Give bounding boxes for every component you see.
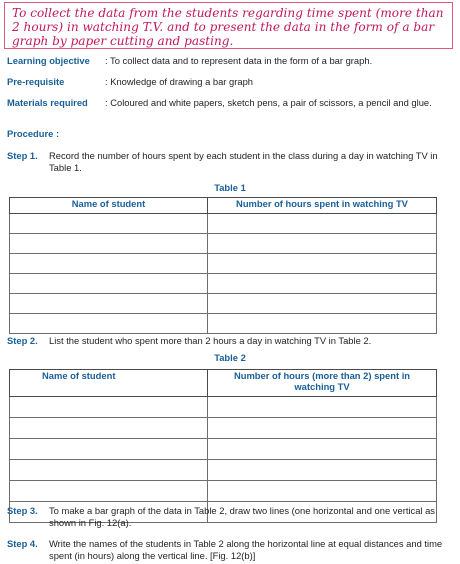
table-row	[10, 460, 437, 481]
step-text: Record the number of hours spent by each student in the class during a day in watching TV in Table 1.	[49, 150, 438, 173]
step-text: Write the names of the students in Table 2 along the horizontal line at equal distances and time spent (in hours) along the vertical line. [Fig. 12(b)]	[49, 538, 443, 561]
table-2-title: Table 2	[214, 352, 246, 363]
meta-key: Materials required	[7, 97, 88, 108]
table-row	[10, 214, 437, 234]
step-label: Step 3.	[7, 505, 38, 516]
table-row	[10, 314, 437, 334]
table-row	[10, 397, 437, 418]
step-text: To make a bar graph of the data in Table 2, draw two lines (one horizontal and one vertical as shown in Fig. 12(a).	[49, 505, 435, 528]
procedure-heading: Procedure :	[7, 128, 60, 139]
table-1-col-hours-header: Number of hours spent in watching TV	[208, 198, 437, 214]
meta-value: : Coloured and white papers, sketch pens, a pair of scissors, a pencil and glue.	[105, 97, 432, 108]
step-label: Step 1.	[7, 150, 38, 161]
meta-value: : To collect data and to represent data in the form of a bar graph.	[105, 55, 373, 66]
table-2-col-name-header: Name of student	[10, 370, 208, 397]
step-label: Step 4.	[7, 538, 38, 549]
meta-key: Pre-requisite	[7, 76, 65, 87]
step-label: Step 2.	[7, 335, 38, 346]
table-row	[10, 274, 437, 294]
table-row	[10, 418, 437, 439]
aim-text: To collect the data from the students regarding time spent (more than 2 hours) in watching T.V. and to present the data in the form of a bar graph by paper cutting and pasting.	[12, 6, 444, 48]
table-1-title: Table 1	[214, 182, 246, 193]
table-2-col-hours-header: Number of hours (more than 2) spent in watching TV	[208, 370, 437, 397]
table-row	[10, 254, 437, 274]
table-1-col-name-header: Name of student	[10, 198, 208, 214]
table-row	[10, 481, 437, 502]
meta-key: Learning objective	[7, 55, 90, 66]
table-1	[9, 197, 437, 334]
table-2	[9, 369, 437, 523]
table-row	[10, 439, 437, 460]
table-row	[10, 294, 437, 314]
table-row	[10, 234, 437, 254]
step-text: List the student who spent more than 2 hours a day in watching TV in Table 2.	[49, 335, 372, 346]
meta-value: : Knowledge of drawing a bar graph	[105, 76, 254, 87]
aim-box	[4, 2, 453, 49]
